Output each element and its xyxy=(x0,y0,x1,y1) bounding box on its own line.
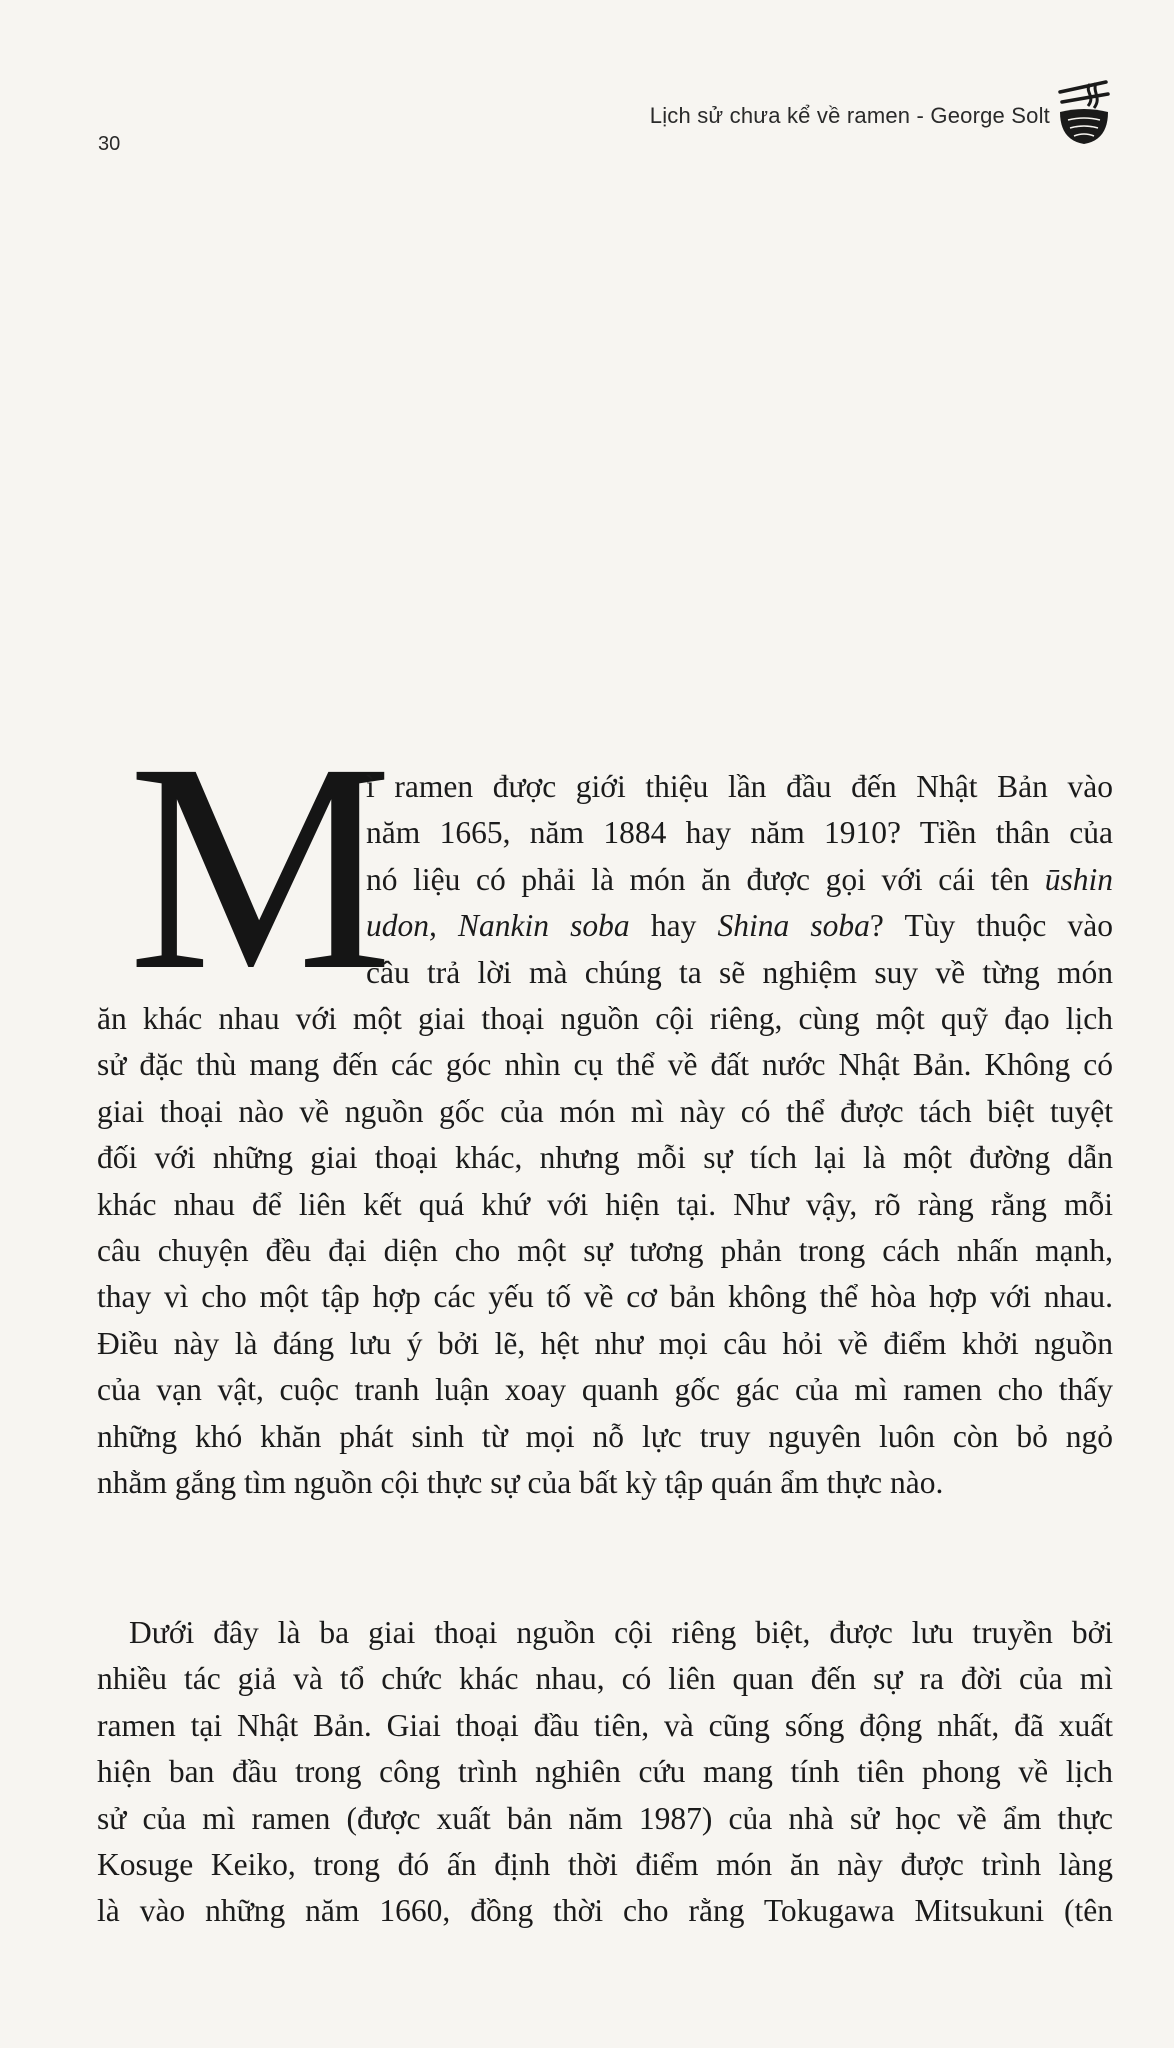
text-line: những khó khăn phát sinh từ mọi nỗ lực truy nguyên luôn còn bỏ ngỏ xyxy=(97,1418,1113,1454)
text-line: sử đặc thù mang đến các góc nhìn cụ thể về đất nước Nhật Bản. Không có xyxy=(97,1047,1113,1083)
text-line: thay vì cho một tập hợp các yếu tố về cơ bản không thể hòa hợp với nhau. xyxy=(97,1279,1113,1315)
paragraph-2 xyxy=(97,1610,1113,1935)
paragraph-1-body xyxy=(97,996,1113,1506)
running-header: Lịch sử chưa kể về ramen - George Solt xyxy=(649,103,1050,128)
text-line: năm 1665, năm 1884 hay năm 1910? Tiền thân của xyxy=(366,815,1113,851)
text-line: câu chuyện đều đại diện cho một sự tương phản trong cách nhấn mạnh, xyxy=(97,1233,1113,1269)
text-line: nhằm gắng tìm nguồn cội thực sự của bất kỳ tập quán ẩm thực nào. xyxy=(97,1465,944,1501)
ramen-bowl-chopsticks-icon xyxy=(1054,70,1114,150)
paragraph-1-opening-lines xyxy=(366,764,1113,996)
text-line: đối với những giai thoại khác, nhưng mỗi sự tích lại là một đường dẫn xyxy=(97,1140,1113,1176)
text-line: sử của mì ramen (được xuất bản năm 1987) của nhà sử học về ẩm thực xyxy=(97,1800,1113,1836)
text-line: giai thoại nào về nguồn gốc của món mì này có thể được tách biệt tuyệt xyxy=(97,1093,1113,1129)
text-line: nhiều tác giả và tổ chức khác nhau, có liên quan đến sự ra đời của mì xyxy=(97,1661,1113,1697)
text-line: Dưới đây là ba giai thoại nguồn cội riêng biệt, được lưu truyền bởi xyxy=(129,1615,1113,1650)
text-line: hiện ban đầu trong công trình nghiên cứu mang tính tiên phong về lịch xyxy=(97,1754,1113,1790)
text-line: nó liệu có phải là món ăn được gọi với cái tên ūshin xyxy=(366,861,1113,897)
page-number: 30 xyxy=(98,133,121,155)
text-line: là vào những năm 1660, đồng thời cho rằng Tokugawa Mitsukuni (tên xyxy=(97,1893,1113,1929)
text-line: Điều này là đáng lưu ý bởi lẽ, hệt như mọi câu hỏi về điểm khởi nguồn xyxy=(97,1325,1113,1361)
text-line: của vạn vật, cuộc tranh luận xoay quanh gốc gác của mì ramen cho thấy xyxy=(97,1372,1113,1408)
text-line: ì ramen được giới thiệu lần đầu đến Nhật Bản vào xyxy=(366,769,1113,804)
text-line: câu trả lời mà chúng ta sẽ nghiệm suy về từng món xyxy=(366,954,1113,990)
text-line: khác nhau để liên kết quá khứ với hiện tại. Như vậy, rõ ràng rằng mỗi xyxy=(97,1186,1113,1222)
text-line: ramen tại Nhật Bản. Giai thoại đầu tiên, và cũng sống động nhất, đã xuất xyxy=(97,1707,1113,1743)
text-line: udon, Nankin soba hay Shina soba? Tùy thuộc vào xyxy=(366,908,1113,944)
text-line: ăn khác nhau với một giai thoại nguồn cội riêng, cùng một quỹ đạo lịch xyxy=(97,1001,1113,1036)
text-line: Kosuge Keiko, trong đó ấn định thời điểm món ăn này được trình làng xyxy=(97,1847,1113,1883)
drop-cap-letter: M xyxy=(128,702,393,1032)
